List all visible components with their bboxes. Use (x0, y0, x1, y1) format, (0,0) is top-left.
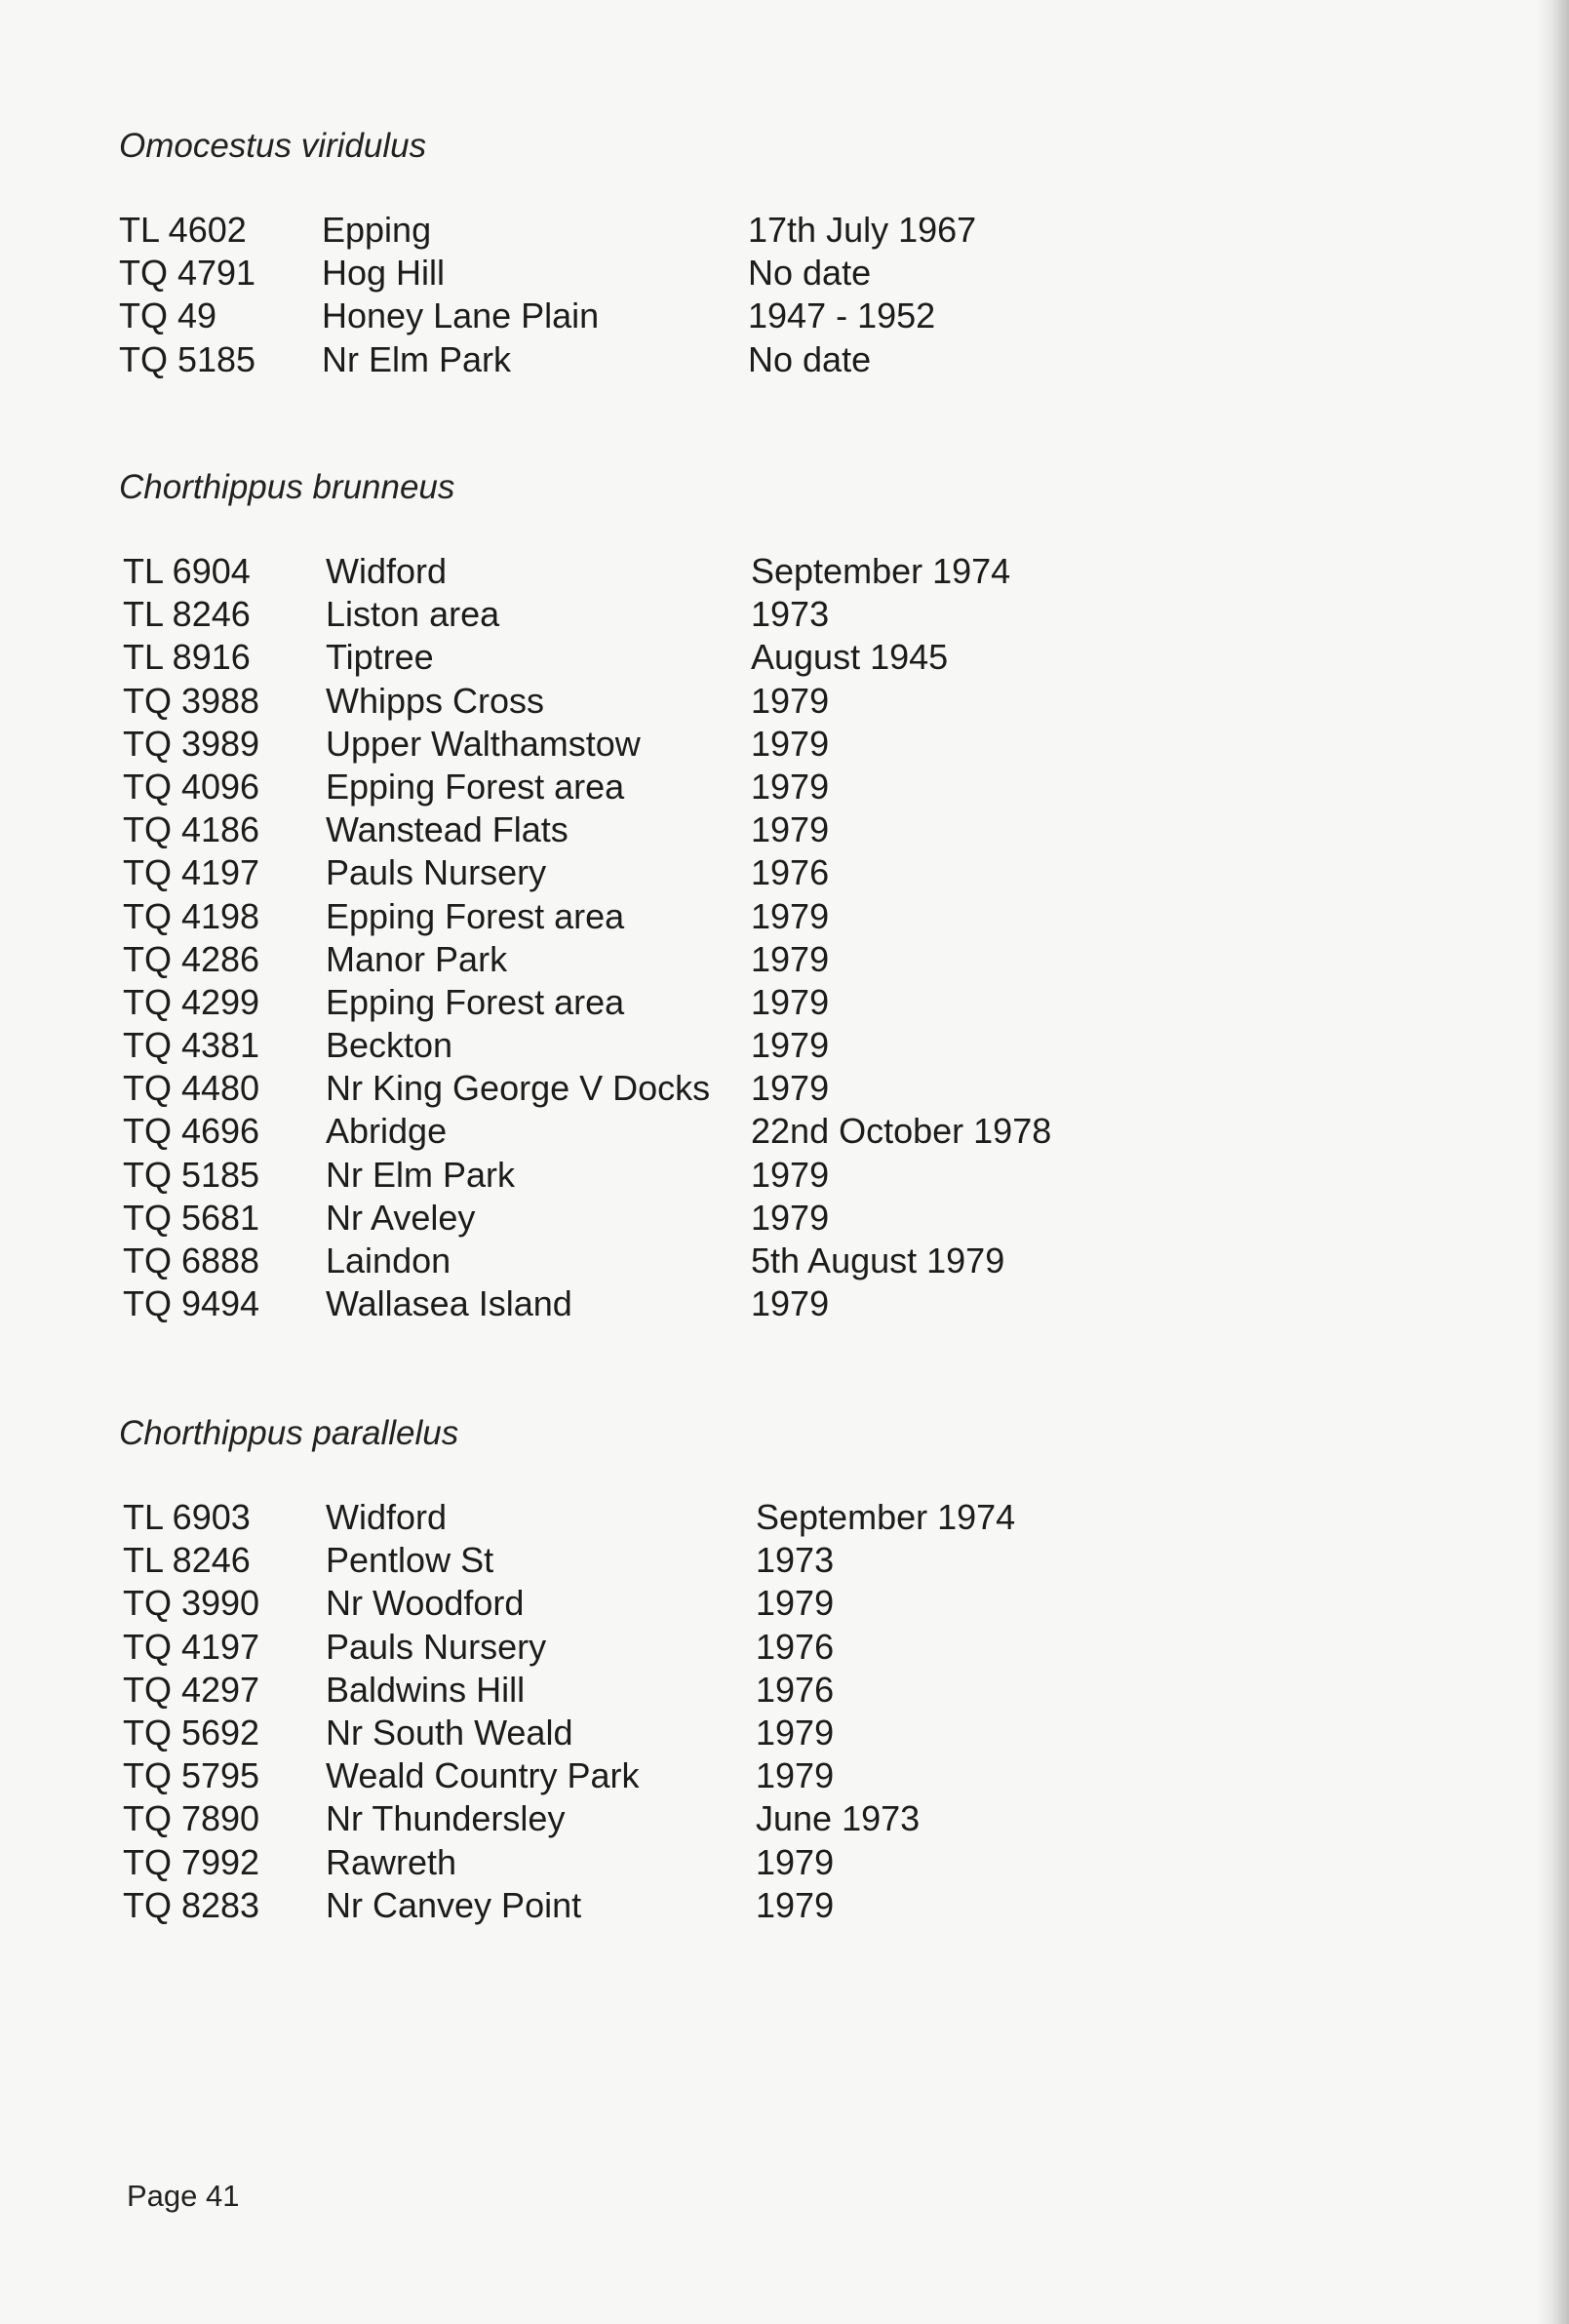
locality: Tiptree (326, 637, 434, 678)
locality: Nr Aveley (326, 1197, 476, 1238)
record-date: 1976 (756, 1669, 835, 1710)
record-date: 1979 (751, 1283, 830, 1324)
record-row (0, 209, 1521, 252)
record-date: 1979 (751, 1197, 830, 1238)
record-date: 1973 (756, 1540, 835, 1581)
locality: Epping Forest area (326, 895, 625, 936)
grid-reference: TQ 5185 (119, 338, 256, 379)
locality: Abridge (326, 1111, 448, 1152)
record-date: 1979 (751, 1154, 830, 1195)
record-row (0, 1754, 1521, 1797)
locality: Whipps Cross (326, 680, 545, 721)
record-date: 1976 (756, 1626, 835, 1667)
grid-reference: TQ 4197 (123, 852, 260, 893)
record-row (0, 636, 1521, 679)
record-row (0, 1240, 1521, 1282)
page-edge-shadow (1536, 0, 1569, 2324)
record-date: 1979 (751, 809, 830, 850)
locality: Epping Forest area (326, 766, 625, 807)
record-date: August 1945 (751, 637, 949, 678)
record-row (0, 1067, 1521, 1110)
grid-reference: TQ 4299 (123, 981, 260, 1022)
record-row (0, 1626, 1521, 1669)
record-row (0, 550, 1521, 593)
page-number: Page 41 (127, 2179, 240, 2213)
locality: Widford (326, 551, 448, 591)
locality: Wanstead Flats (326, 809, 569, 850)
locality: Nr Canvey Point (326, 1884, 582, 1925)
record-list (0, 550, 1521, 1325)
record-row (0, 1539, 1521, 1582)
locality: Pauls Nursery (326, 1626, 547, 1667)
record-date: 5th August 1979 (751, 1241, 1005, 1280)
record-date: 1979 (751, 1025, 830, 1066)
grid-reference: TQ 7890 (123, 1798, 260, 1839)
grid-reference: TQ 8283 (123, 1884, 260, 1925)
record-date: 1979 (751, 895, 830, 936)
locality: Manor Park (326, 938, 508, 979)
record-row (0, 723, 1521, 766)
grid-reference: TQ 5681 (123, 1197, 260, 1238)
record-date: 1976 (751, 852, 830, 893)
record-row (0, 1024, 1521, 1067)
record-row (0, 1496, 1521, 1539)
record-row (0, 981, 1521, 1024)
record-row (0, 766, 1521, 808)
grid-reference: TL 6904 (123, 551, 251, 591)
locality: Baldwins Hill (326, 1669, 526, 1710)
record-row (0, 593, 1521, 636)
record-date: 1979 (751, 938, 830, 979)
record-row (0, 1282, 1521, 1325)
record-row (0, 851, 1521, 894)
locality: Epping (322, 210, 432, 250)
record-date: 22nd October 1978 (751, 1111, 1052, 1152)
record-row (0, 1197, 1521, 1240)
record-row (0, 1841, 1521, 1884)
record-date: 1979 (756, 1841, 835, 1882)
locality: Nr Thundersley (326, 1798, 566, 1839)
grid-reference: TQ 5692 (123, 1712, 260, 1753)
grid-reference: TQ 6888 (123, 1241, 260, 1280)
record-row (0, 938, 1521, 981)
record-date: 1979 (751, 766, 830, 807)
record-date: September 1974 (751, 551, 1011, 591)
record-date: 1979 (751, 680, 830, 721)
grid-reference: TQ 5795 (123, 1755, 260, 1796)
locality: Rawreth (326, 1841, 457, 1882)
grid-reference: TL 6903 (123, 1497, 251, 1537)
record-row (0, 1110, 1521, 1153)
grid-reference: TQ 3988 (123, 680, 260, 721)
grid-reference: TL 8916 (123, 637, 251, 678)
grid-reference: TL 4602 (119, 210, 247, 250)
locality: Laindon (326, 1241, 451, 1280)
grid-reference: TL 8246 (123, 1540, 251, 1581)
locality: Weald Country Park (326, 1755, 640, 1796)
grid-reference: TL 8246 (123, 594, 251, 635)
grid-reference: TQ 4297 (123, 1669, 260, 1710)
locality: Nr Elm Park (326, 1154, 516, 1195)
grid-reference: TQ 4197 (123, 1626, 260, 1667)
record-row (0, 338, 1521, 381)
record-row (0, 895, 1521, 938)
record-date: 1979 (756, 1712, 835, 1753)
record-date: 1979 (751, 981, 830, 1022)
locality: Pentlow St (326, 1540, 494, 1581)
grid-reference: TQ 4198 (123, 895, 260, 936)
grid-reference: TQ 7992 (123, 1841, 260, 1882)
record-row (0, 1669, 1521, 1712)
locality: Nr King George V Docks (326, 1068, 711, 1109)
grid-reference: TQ 4480 (123, 1068, 260, 1109)
locality: Epping Forest area (326, 981, 625, 1022)
record-row (0, 680, 1521, 723)
record-date: June 1973 (756, 1798, 921, 1839)
record-date: 17th July 1967 (748, 210, 977, 250)
grid-reference: TQ 4096 (123, 766, 260, 807)
locality: Nr South Weald (326, 1712, 573, 1753)
record-list (0, 1496, 1521, 1927)
record-row (0, 1582, 1521, 1625)
species-heading: Omocestus viridulus (119, 127, 427, 165)
record-row (0, 808, 1521, 851)
locality: Honey Lane Plain (322, 295, 600, 336)
locality: Beckton (326, 1025, 453, 1066)
record-row (0, 1712, 1521, 1754)
grid-reference: TQ 9494 (123, 1283, 260, 1324)
record-date: September 1974 (756, 1497, 1016, 1537)
record-row (0, 252, 1521, 295)
record-row (0, 1884, 1521, 1927)
record-date: 1979 (751, 723, 830, 764)
locality: Hog Hill (322, 253, 446, 294)
record-date: No date (748, 253, 872, 294)
record-date: 1979 (756, 1583, 835, 1624)
grid-reference: TQ 4186 (123, 809, 260, 850)
locality: Widford (326, 1497, 448, 1537)
record-list (0, 209, 1521, 381)
record-date: No date (748, 338, 872, 379)
grid-reference: TQ 3990 (123, 1583, 260, 1624)
species-heading: Chorthippus parallelus (119, 1414, 459, 1452)
record-row (0, 1154, 1521, 1197)
locality: Nr Elm Park (322, 338, 512, 379)
record-date: 1979 (756, 1884, 835, 1925)
grid-reference: TQ 4381 (123, 1025, 260, 1066)
grid-reference: TQ 3989 (123, 723, 260, 764)
locality: Nr Woodford (326, 1583, 525, 1624)
grid-reference: TQ 4791 (119, 253, 256, 294)
grid-reference: TQ 4696 (123, 1111, 260, 1152)
species-heading: Chorthippus brunneus (119, 468, 455, 506)
locality: Wallasea Island (326, 1283, 572, 1324)
locality: Pauls Nursery (326, 852, 547, 893)
grid-reference: TQ 49 (119, 295, 217, 336)
locality: Upper Walthamstow (326, 723, 641, 764)
grid-reference: TQ 5185 (123, 1154, 260, 1195)
record-date: 1979 (751, 1068, 830, 1109)
locality: Liston area (326, 594, 500, 635)
record-row (0, 1797, 1521, 1840)
record-date: 1947 - 1952 (748, 295, 936, 336)
grid-reference: TQ 4286 (123, 938, 260, 979)
record-row (0, 295, 1521, 337)
record-date: 1979 (756, 1755, 835, 1796)
record-date: 1973 (751, 594, 830, 635)
